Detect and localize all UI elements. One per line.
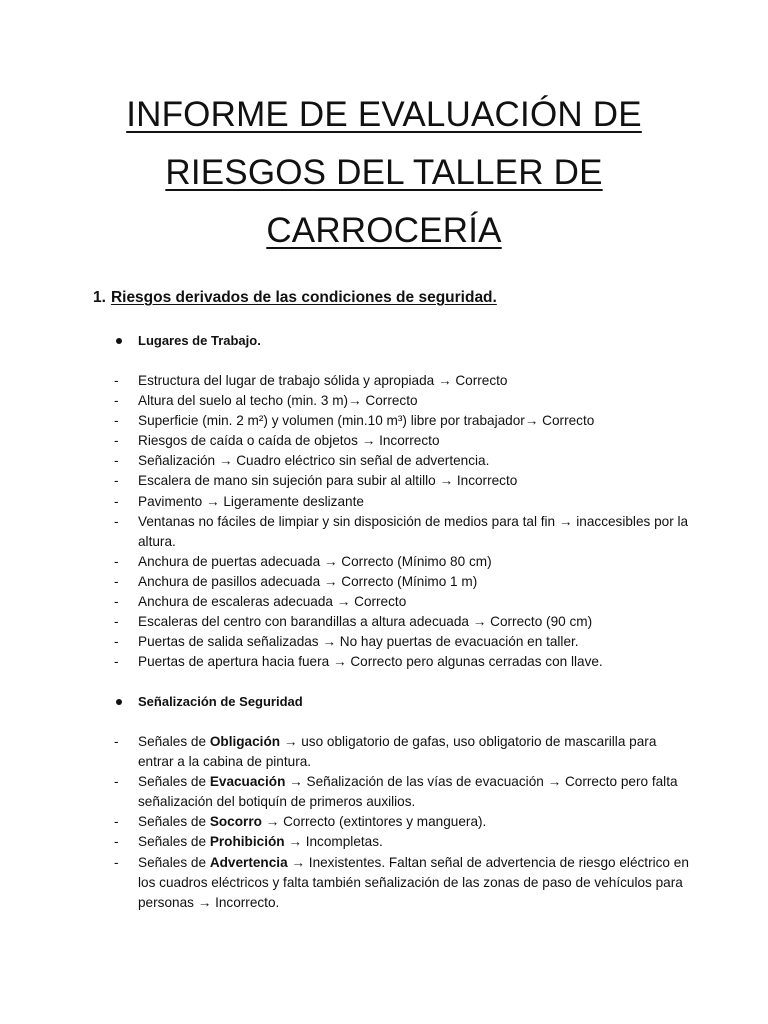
- list-item: [114, 411, 694, 431]
- list-item-text: Superficie (min. 2 m²) y volumen (min.10 m³) libre por trabajador→ Correcto: [138, 413, 595, 429]
- item-keyword: Evacuación: [209, 774, 286, 790]
- list-item: [114, 772, 694, 812]
- dash-marker: -: [114, 493, 119, 509]
- dash-marker: -: [114, 654, 119, 670]
- document-title: [60, 86, 708, 260]
- dash-marker: -: [114, 734, 119, 749]
- list-item-text: Señalización → Cuadro eléctrico sin señal de advertencia.: [138, 453, 490, 469]
- list-item: [114, 371, 694, 391]
- title-line-1: INFORME DE EVALUACIÓN DE: [126, 95, 642, 134]
- dash-marker: -: [114, 553, 119, 569]
- list-item-text: Puertas de apertura hacia fuera → Correcto pero algunas cerradas con llave.: [138, 654, 603, 670]
- list-item: [114, 492, 694, 512]
- bullet-dot-icon: [116, 699, 122, 705]
- list-item: [114, 853, 694, 913]
- list-item-text: Altura del suelo al techo (min. 3 m)→ Correcto: [138, 393, 418, 409]
- section-number: 1.: [93, 289, 106, 306]
- item-prefix: Señales de: [138, 814, 210, 830]
- item-keyword: Advertencia: [209, 854, 288, 870]
- subsection-heading-senalizacion: [116, 692, 303, 712]
- item-keyword: Obligación: [209, 734, 281, 749]
- dash-marker: -: [114, 393, 119, 409]
- list-item-text: Escaleras del centro con barandillas a altura adecuada → Correcto (90 cm): [138, 614, 593, 630]
- list-item: [114, 612, 694, 632]
- list-item: [114, 391, 694, 411]
- list-item: [114, 812, 694, 832]
- item-prefix: Señales de: [138, 834, 210, 850]
- dash-marker: -: [114, 513, 119, 529]
- dash-marker: -: [114, 413, 119, 429]
- item-rest: → Incompletas.: [284, 834, 383, 850]
- dash-marker: -: [114, 473, 119, 489]
- dash-marker: -: [114, 373, 119, 388]
- list-item: [114, 632, 694, 652]
- item-rest: → Señalización de las vías de evacuación → Correcto pero falta señalización del botiquín de primeros auxilios.: [138, 774, 678, 810]
- item-prefix: Señales de: [138, 854, 210, 870]
- dash-marker: -: [114, 594, 119, 610]
- subsection-title: Lugares de Trabajo.: [138, 333, 261, 348]
- lugares-list: [114, 371, 694, 672]
- dash-marker: -: [114, 634, 119, 650]
- item-rest: → Correcto (extintores y manguera).: [261, 814, 487, 830]
- subsection-heading-lugares: [116, 331, 261, 351]
- item-prefix: Señales de: [138, 734, 210, 749]
- section-1-heading: [93, 287, 497, 309]
- dash-marker: -: [114, 614, 119, 630]
- list-item: [114, 552, 694, 572]
- bullet-dot-icon: [116, 338, 122, 344]
- list-item-text: Escalera de mano sin sujeción para subir al altillo → Incorrecto: [138, 473, 518, 489]
- list-item-text: Riesgos de caída o caída de objetos → Incorrecto: [138, 433, 440, 449]
- list-item: [114, 652, 694, 672]
- title-line-3: CARROCERÍA: [266, 211, 502, 250]
- dash-marker: -: [114, 433, 119, 449]
- list-item: [114, 512, 694, 552]
- item-keyword: Prohibición: [209, 834, 285, 850]
- title-line-2: RIESGOS DEL TALLER DE: [165, 153, 603, 192]
- list-item: [114, 572, 694, 592]
- dash-marker: -: [114, 573, 119, 589]
- list-item-text: Pavimento → Ligeramente deslizante: [138, 493, 364, 509]
- item-rest: → Inexistentes. Faltan señal de advertencia de riesgo eléctrico en los cuadros eléctricos y falta también señalización de las zonas de paso de vehículos para personas → Incorrecto.: [138, 854, 689, 910]
- item-rest: → uso obligatorio de gafas, uso obligatorio de mascarilla para entrar a la cabina de pintura.: [138, 734, 657, 770]
- list-item-text: Estructura del lugar de trabajo sólida y apropiada → Correcto: [138, 373, 508, 388]
- list-item-text: Puertas de salida señalizadas → No hay puertas de evacuación en taller.: [138, 634, 579, 650]
- list-item-text: Anchura de puertas adecuada → Correcto (Mínimo 80 cm): [138, 553, 492, 569]
- list-item-text: Anchura de pasillos adecuada → Correcto (Mínimo 1 m): [138, 573, 478, 589]
- list-item-text: Ventanas no fáciles de limpiar y sin disposición de medios para tal fin → inaccesibles por la altura.: [138, 513, 689, 549]
- item-prefix: Señales de: [138, 774, 210, 790]
- dash-marker: -: [114, 854, 119, 870]
- list-item: [114, 592, 694, 612]
- senalizacion-list: [114, 732, 694, 913]
- subsection-title: Señalización de Seguridad: [138, 694, 303, 709]
- list-item-text: Anchura de escaleras adecuada → Correcto: [138, 594, 407, 610]
- list-item: [114, 732, 694, 772]
- dash-marker: -: [114, 453, 119, 469]
- dash-marker: -: [114, 834, 119, 850]
- list-item: [114, 451, 694, 471]
- list-item: [114, 832, 694, 852]
- dash-marker: -: [114, 814, 119, 830]
- list-item: [114, 471, 694, 491]
- item-keyword: Socorro: [209, 814, 262, 830]
- list-item: [114, 431, 694, 451]
- dash-marker: -: [114, 774, 119, 790]
- section-title: Riesgos derivados de las condiciones de seguridad.: [110, 289, 497, 306]
